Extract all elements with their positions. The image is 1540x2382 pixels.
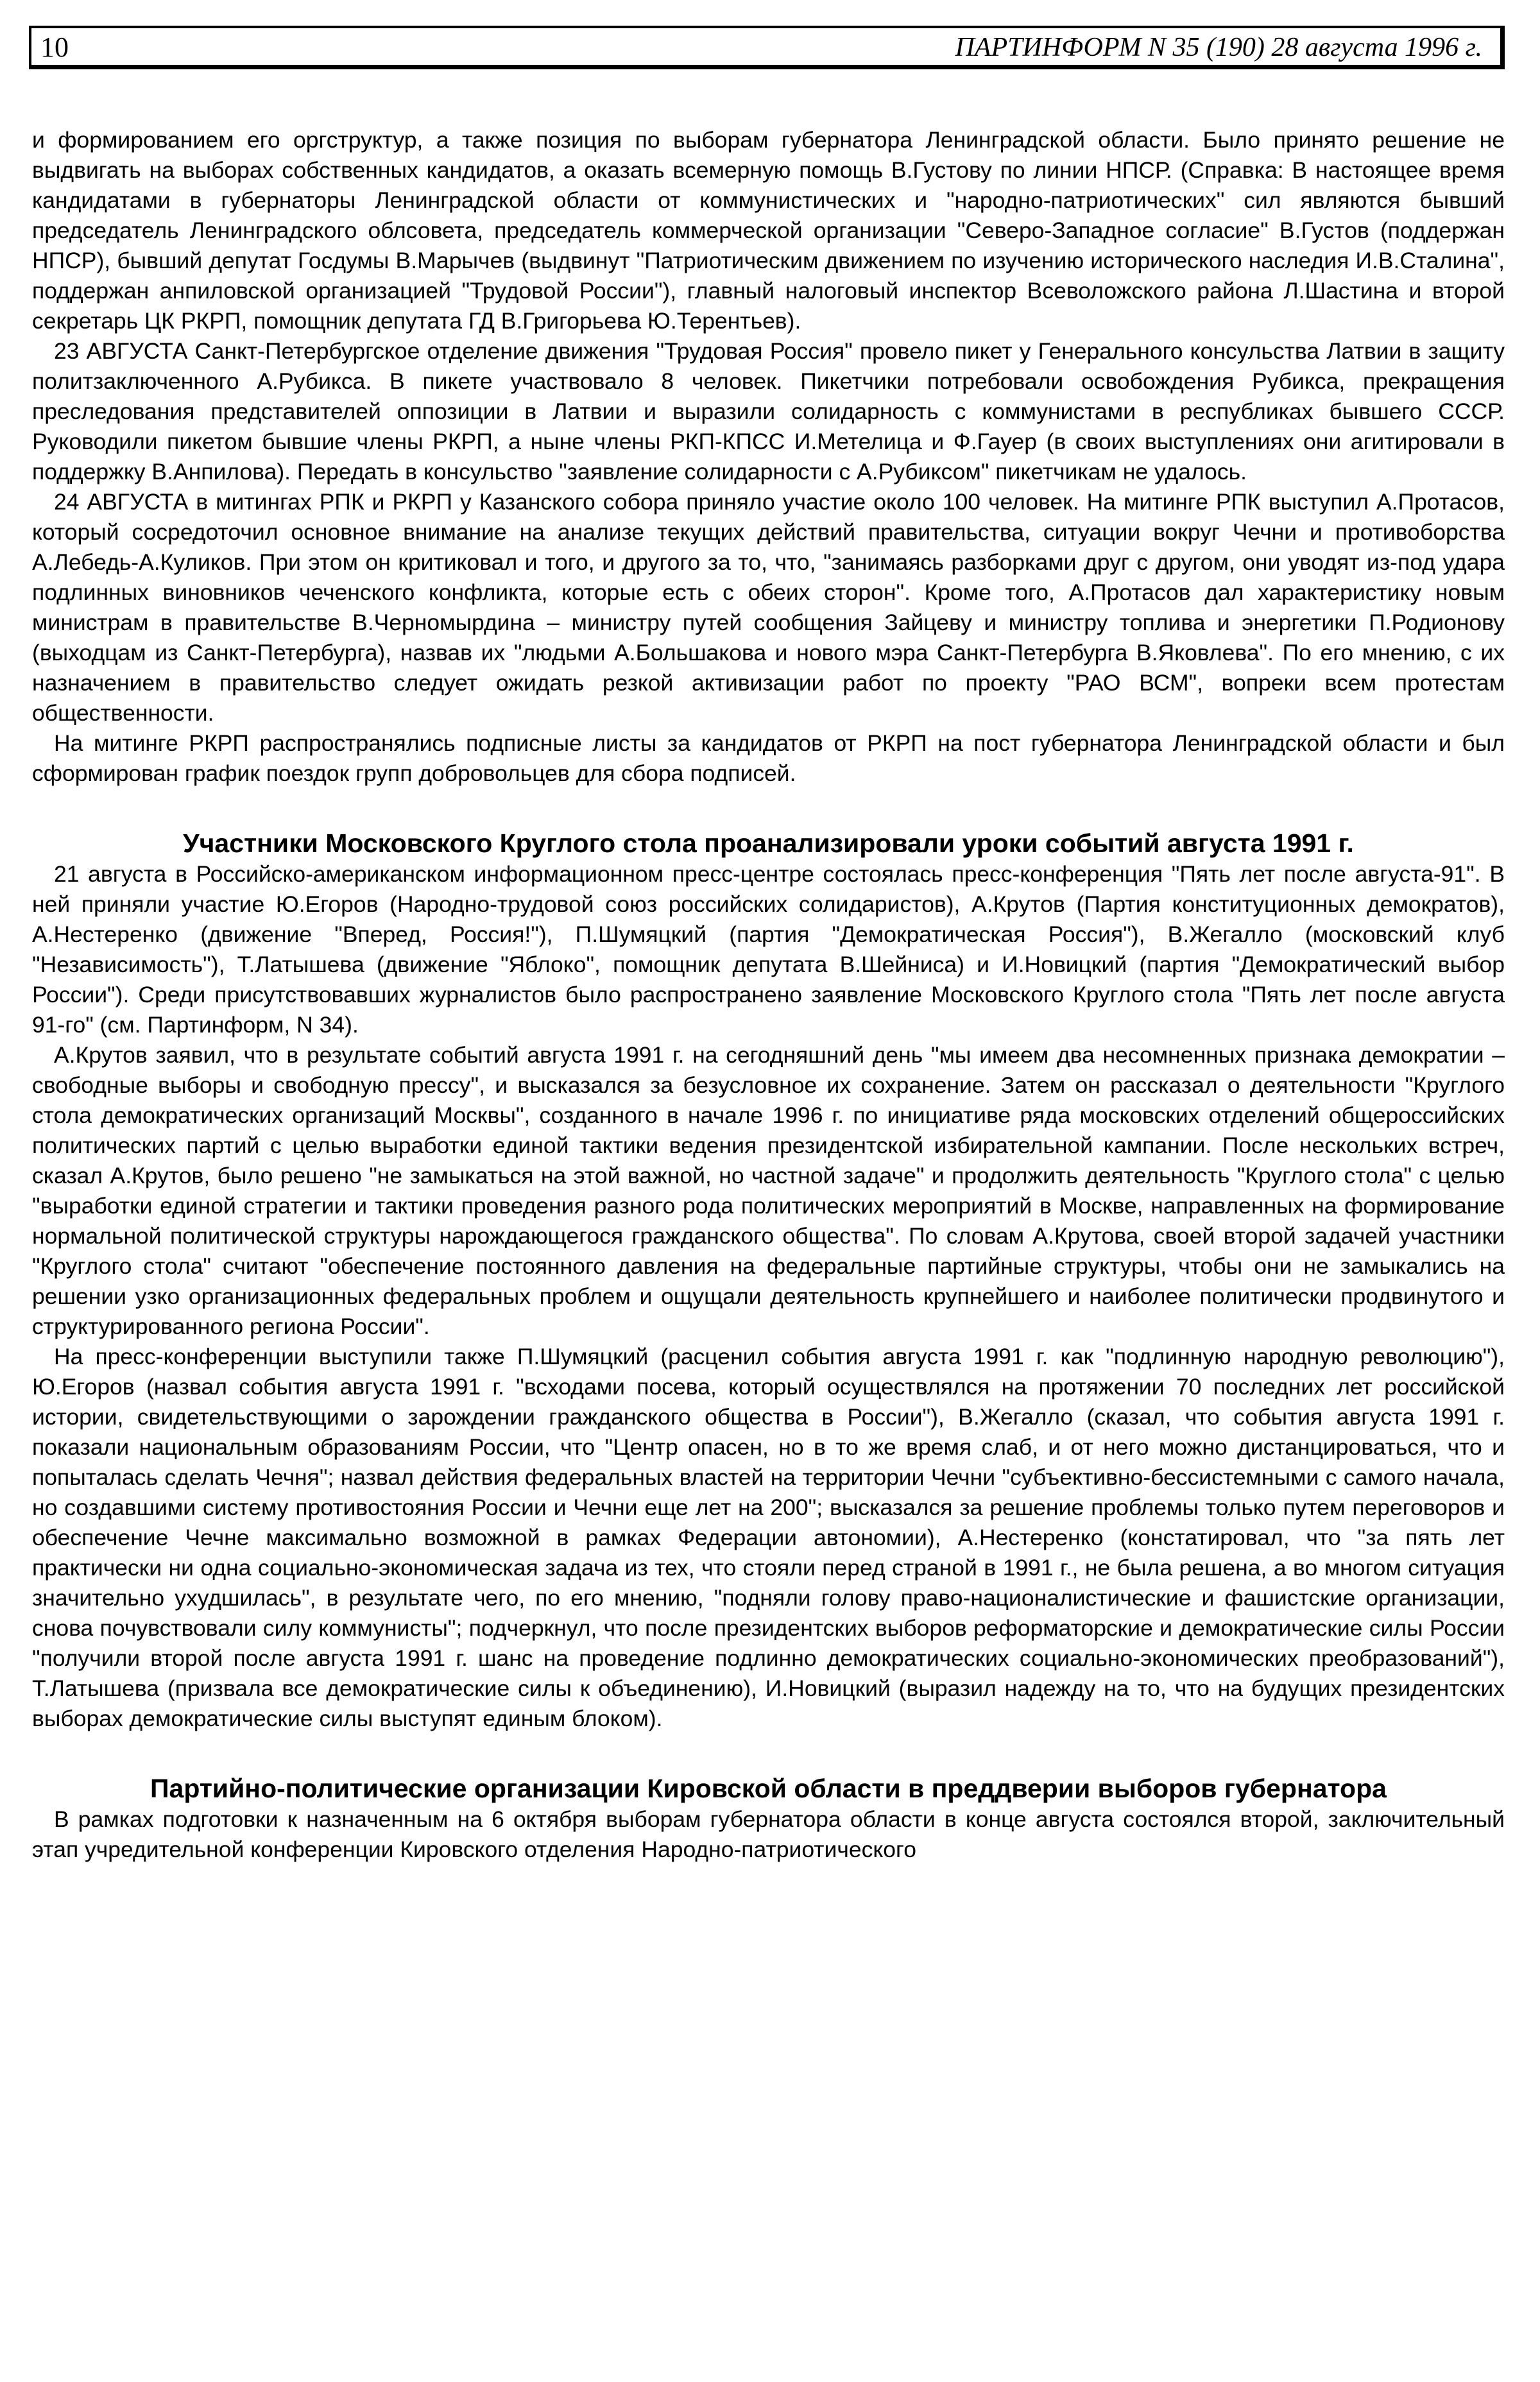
page-content — [32, 125, 1505, 1865]
article-paragraph: В рамках подготовки к назначенным на 6 октября выборам губернатора области в конце августа состоялся второй, заключительный этап учредительной конференции Кировского отделения Народно-патриотического — [32, 1806, 1505, 1862]
article-round-table — [32, 827, 1505, 1734]
article-paragraph: А.Крутов заявил, что в результате событий августа 1991 г. на сегодняшний день "мы имеем два несомненных признака демократии – свободные выборы и свободную прессу", и высказался за безусловное их сохранение. Затем он рассказал о деятельности "Круглого стола демократических организаций Москвы", созданного в начале 1996 г. по инициативе ряда московских отделений общероссийских политических партий с целью выработки единой тактики ведения президентской избирательной кампании. После нескольких встреч, сказал А.Крутов, было решено "не замыкаться на этой важной, но частной задаче" и продолжить деятельность "Круглого стола" с целью "выработки единой стратегии и тактики проведения разного рода политических мероприятий в Москве, направленных на формирование нормальной политической структуры нарождающегося гражданского общества". По словам А.Крутова, своей второй задачей участники "Круглого стола" считают "обеспечение постоянного давления на федеральные партийные структуры, чтобы они не замыкались на решении узко организационных федеральных проблем и ощущали деятельность крупнейшего и наиболее политически продвинутого и структурированного региона России". — [32, 1042, 1505, 1339]
article-paragraph: 24 АВГУСТА в митингах РПК и РКРП у Казанского собора приняло участие около 100 человек. На митинге РПК выступил А.Протасов, который сосредоточил основное внимание на анализе текущих действий правительства, ситуации вокруг Чечни и противоборства А.Лебедь-А.Куликов. При этом он критиковал и того, и другого за то, что, "занимаясь разборками друг с другом, они уводят из-под удара подлинных виновников чеченского конфликта, которые есть с обеих сторон". Кроме того, А.Протасов дал характеристику новым министрам в правительстве В.Черномырдина – министру путей сообщения Зайцеву и министру топлива и энергетики П.Родионову (выходцам из Санкт-Петербурга), назвав их "людьми А.Большакова и нового мэра Санкт-Петербурга В.Яковлева". По его мнению, с их назначением в правительство следует ожидать резкой активизации работ по проекту "РАО ВСМ", вопреки всем протестам общественности. — [32, 489, 1505, 726]
article-paragraph: На митинге РКРП распространялись подписные листы за кандидатов от РКРП на пост губернатора Ленинградской области и был сформирован график поездок групп добровольцев для сбора подписей. — [32, 730, 1505, 786]
page-number: 10 — [40, 31, 69, 63]
article-leningrad-events — [32, 125, 1505, 789]
article-kirov-region — [32, 1772, 1505, 1865]
article-paragraph: 23 АВГУСТА Санкт-Петербургское отделение движения "Трудовая Россия" провело пикет у Генерального консульства Латвии в защиту политзаключенного А.Рубикса. В пикете участвовало 8 человек. Пикетчики потребовали освобождения Рубикса, прекращения преследования представителей оппозиции в Латвии и выразили солидарность с коммунистами в республиках бывшего СССР. Руководили пикетом бывшие члены РКРП, а ныне члены РКП-КПСС И.Метелица и Ф.Гауер (в своих выступлениях они агитировали в поддержку В.Анпилова). Передать в консульство "заявление солидарности с А.Рубиксом" пикетчикам не удалось. — [32, 338, 1505, 484]
article-paragraph: и формированием его оргструктур, а также позиция по выборам губернатора Ленинградской области. Было принято решение не выдвигать на выборах собственных кандидатов, а оказать всемерную помощь В.Густову по линии НПСР. (Справка: В настоящее время кандидатами в губернаторы Ленинградской области от коммунистических и "народно-патриотических" сил являются бывший председатель Ленинградского облсовета, председатель коммерческой организации "Северо-Западное согласие" В.Густов (поддержан НПСР), бывший депутат Госдумы В.Марычев (выдвинут "Патриотическим движением по изучению исторического наследия И.В.Сталина", поддержан анпиловской организацией "Трудовой России"), главный налоговый инспектор Всеволожского района Л.Шастина и второй секретарь ЦК РКРП, помощник депутата ГД В.Григорьева Ю.Терентьев). — [32, 127, 1505, 334]
page-header — [29, 26, 1505, 69]
article-paragraph: На пресс-конференции выступили также П.Шумяцкий (расценил события августа 1991 г. как "подлинную народную революцию"), Ю.Егоров (назвал события августа 1991 г. "всходами посева, который осуществлялся на протяжении 70 последних лет российской истории, свидетельствующими о зарождении гражданского общества в России"), В.Жегалло (сказал, что события августа 1991 г. показали национальным образованиям России, что "Центр опасен, но в то же время слаб, и от него можно дистанцироваться, что и попыталась сделать Чечня"; назвал действия федеральных властей на территории Чечни "субъективно-бессистемными с самого начала, но создавшими систему противостояния России и Чечни еще лет на 200"; высказался за решение проблемы только путем переговоров и обеспечение Чечне максимально возможной в рамках Федерации автономии), А.Нестеренко (констатировал, что "за пять лет практически ни одна социально-экономическая задача из тех, что стояли перед страной в 1991 г., не была решена, а во многом ситуация значительно ухудшилась", в результате чего, по его мнению, "подняли голову право-националистические и фашистские организации, снова почувствовали силу коммунисты"; подчеркнул, что после президентских выборов реформаторские и демократические силы России "получили второй после августа 1991 г. шанс на проведение подлинно демократических социально-экономических преобразований"), Т.Латышева (призвала все демократические силы к объединению), И.Новицкий (выразил надежду на то, что на будущих президентских выборах демократические силы выступят единым блоком). — [32, 1344, 1505, 1731]
article-heading: Участники Московского Круглого стола проанализировали уроки событий августа 1991 г. — [183, 828, 1354, 858]
publication-title: ПАРТИНФОРМ N 35 (190) 28 августа 1996 г. — [955, 33, 1482, 62]
article-heading: Партийно-политические организации Кировской области в преддверии выборов губернатора — [150, 1774, 1387, 1803]
article-paragraph: 21 августа в Российско-американском информационном пресс-центре состоялась пресс-конференция "Пять лет после августа-91". В ней приняли участие Ю.Егоров (Народно-трудовой союз российских солидаристов), А.Крутов (Партия конституционных демократов), А.Нестеренко (движение "Вперед, Россия!"), П.Шумяцкий (партия "Демократическая Россия"), В.Жегалло (московский клуб "Независимость"), Т.Латышева (движение "Яблоко", помощник депутата В.Шейниса) и И.Новицкий (партия "Демократический выбор России"). Среди присутствовавших журналистов было распространено заявление Московского Круглого стола "Пять лет после августа 91-го" (см. Партинформ, N 34). — [32, 861, 1505, 1038]
